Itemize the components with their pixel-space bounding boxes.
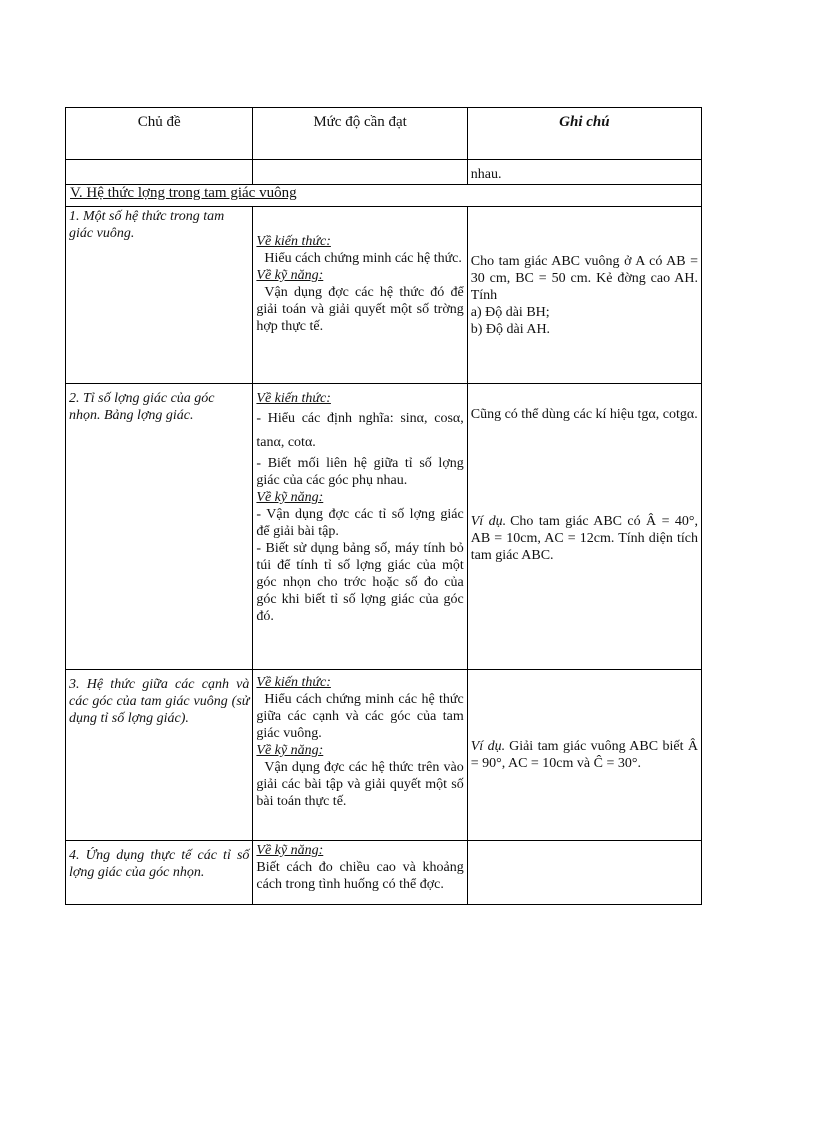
row-topic: 2. Tỉ số lợng giác của góc nhọn. Bảng lợng giác. (66, 384, 253, 669)
skill-label: Về kỹ năng: (256, 268, 324, 283)
skill-text: Biết cách đo chiều cao và khoảng cách trong tình huống có thể đợc. (256, 860, 464, 892)
header-level: Mức độ cần đạt (253, 108, 467, 159)
table-row (65, 207, 702, 384)
skill-label: Về kỹ năng: (256, 843, 324, 858)
knowledge-text: Hiểu cách chứng minh các hệ thức giữa các cạnh và các góc của tam giác vuông. (256, 692, 464, 741)
section-title: V. Hệ thức lợng trong tam giác vuông (70, 185, 297, 201)
row-requirements (253, 384, 467, 669)
header-topic: Chủ đề (66, 108, 253, 159)
header-notes: Ghi chú (559, 114, 610, 130)
example (471, 513, 698, 564)
skill-text: Vận dụng đợc các hệ thức đó để giải toán và giải quyết một số trờng hợp thực tế. (256, 285, 464, 334)
example-text: Giải tam giác vuông ABC biết Â = 90°, AC = 10cm và Ĉ = 30°. (470, 739, 698, 771)
table-row (65, 384, 702, 670)
example (471, 738, 698, 772)
note-text: b) Độ dài AH. (470, 322, 551, 337)
example-text: Cho tam giác ABC có Â = 40°, AB = 10cm, AC = 12cm. Tính diện tích tam giác ABC. (470, 514, 698, 563)
row-topic: 3. Hệ thức giữa các cạnh và các góc của tam giác vuông (sử dụng tỉ số lợng giác). (66, 670, 253, 840)
note-text: Cũng có thể dùng các kí hiệu tgα, cotgα. (470, 407, 698, 422)
knowledge-label: Về kiến thức: (256, 234, 331, 249)
skill-text: Vận dụng đợc các hệ thức trên vào giải các bài tập và giải quyết một số bài toán thực tế. (256, 760, 464, 809)
table-row (65, 670, 702, 841)
row-requirements (253, 670, 467, 840)
skill-text: - Biết sử dụng bảng số, máy tính bỏ túi để tính tỉ số lợng giác của một góc nhọn cho trớc hoặc số đo của góc khi biết tỉ số lợng giác của góc đó. (256, 541, 464, 624)
row-notes (468, 841, 701, 904)
row-notes (468, 384, 701, 669)
note-text: Cho tam giác ABC vuông ở A có AB = 30 cm, BC = 50 cm. Kẻ đờng cao AH. Tính (470, 254, 698, 303)
row-topic: 1. Một số hệ thức trong tam giác vuông. (66, 207, 253, 383)
row-notes (468, 670, 701, 840)
section-row (65, 185, 702, 207)
table-row (65, 841, 702, 905)
knowledge-text: Hiểu cách chứng minh các hệ thức. (264, 251, 462, 266)
row-requirements (253, 841, 467, 904)
note-text: a) Độ dài BH; (470, 305, 550, 320)
curriculum-table (65, 107, 702, 905)
example-label: Ví dụ. (470, 739, 506, 754)
skill-label: Về kỹ năng: (256, 490, 324, 505)
row-requirements (253, 207, 467, 383)
example-label: Ví dụ. (470, 514, 507, 529)
knowledge-label: Về kiến thức: (256, 391, 331, 406)
skill-label: Về kỹ năng: (256, 743, 324, 758)
row-topic: 4. Ứng dụng thực tế các tỉ số lợng giác của góc nhọn. (66, 841, 253, 904)
row-notes (468, 207, 701, 383)
knowledge-label: Về kiến thức: (256, 675, 331, 690)
knowledge-text: - Biết mối liên hệ giữa tỉ số lợng giác của các góc phụ nhau. (256, 456, 464, 488)
knowledge-text: - Hiểu các định nghĩa: sinα, cosα, tanα, cotα. (256, 411, 464, 450)
skill-text: - Vận dụng đợc các tỉ số lợng giác để giải bài tập. (256, 507, 464, 539)
table-header-row (65, 107, 702, 160)
carry-over-row (65, 160, 702, 185)
carry-note: nhau. (470, 167, 502, 182)
